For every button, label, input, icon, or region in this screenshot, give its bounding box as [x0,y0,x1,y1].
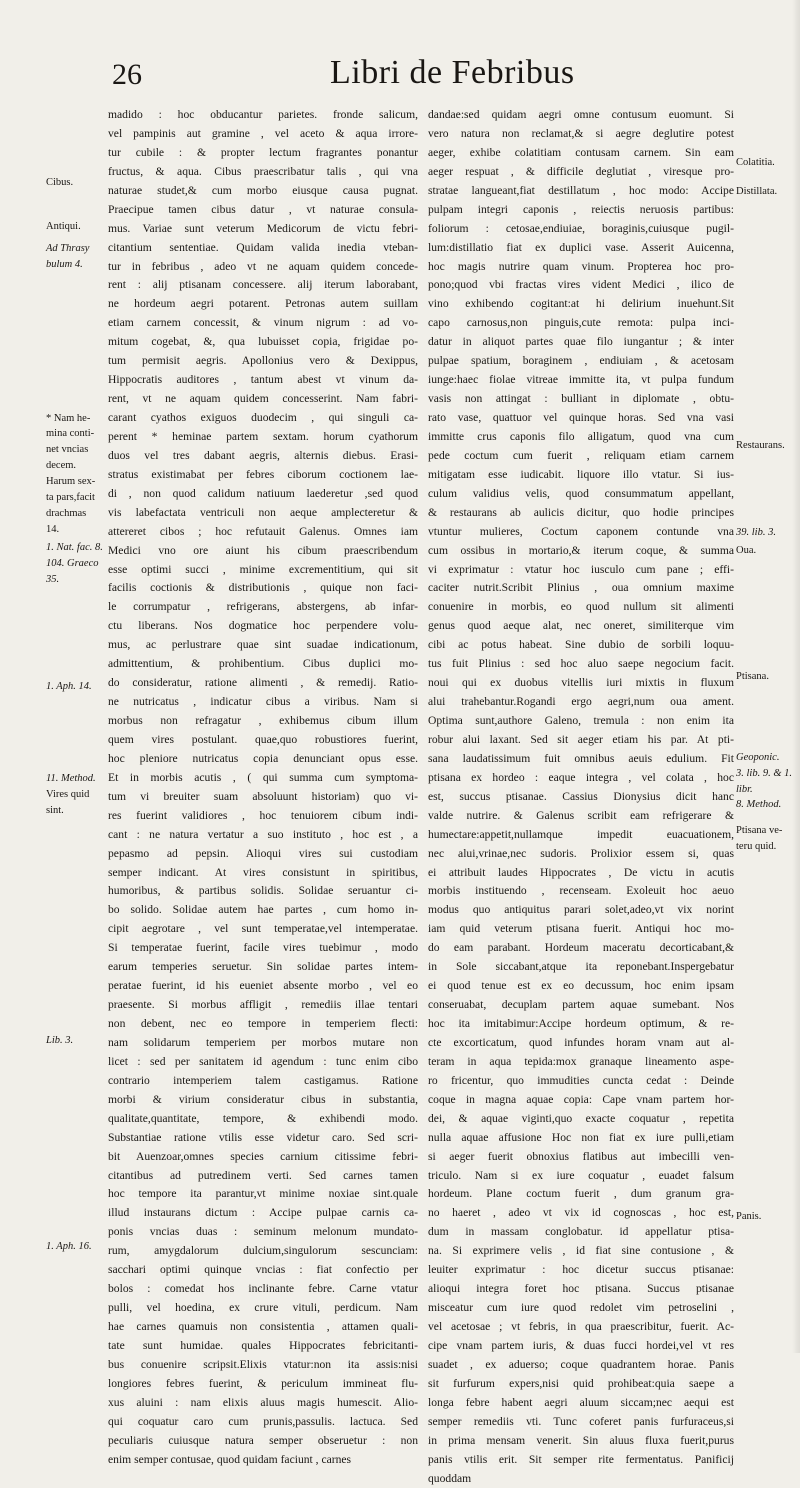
text-line: cum ossibus in mortario,& iterum coque, & summa [428,542,734,561]
text-line: ne nutricatus , indicatur cibus a viribus. Nam si [108,693,418,712]
text-line: rum, amygdalorum dulcium,singulorum sescunciam: [108,1242,418,1261]
text-line: morbi & virium consideratur cibus in substantia, [108,1091,418,1110]
text-line: capo carnosus,non pinguis,cute remota: pulpa inci- [428,314,734,333]
margin-note: Vires quid [46,788,104,802]
text-line: humectare:appetit,nullamque impedit euacuationem, [428,826,734,845]
right-text-column [428,106,734,1488]
text-line: ei quod tenue est ex eo decussum, hoc enim ipsam [428,977,734,996]
text-line: tus fuit Plinius : sed hoc aluo saepe negocium facit. [428,655,734,674]
margin-note: drachmas [46,507,104,521]
text-line: cibi ac potus habeat. Sine dubio de sorbili loquu- [428,636,734,655]
text-line: pono;quod vbi fractas vires vident Medici , ilico de [428,276,734,295]
text-line: qualitate,quantitate, tempore, & exhibendi modo. [108,1110,418,1129]
text-line: hoc ita imitabimur:Accipe hordeum optimum, & re- [428,1015,734,1034]
margin-note: Harum sex- [46,475,104,489]
margin-note: 3. lib. 9. & 1. [736,767,798,781]
text-line: lum:distillatio fiat ex duplici vase. Asserit Auicenna, [428,239,734,258]
margin-note: teru quid. [736,840,798,854]
margin-note: 104. Graeco [46,557,104,571]
text-line: dei, & aquae viginti,quo exacte coquatur , repetita [428,1110,734,1129]
text-line: conseruabat, decuplam partem aquae sumebant. Nos [428,996,734,1015]
text-line: earum temperies seruetur. Sin solidae partes intem- [108,958,418,977]
text-line: admittentium, & prohibentium. Cibus duplici mo- [108,655,418,674]
text-line: Et in morbis acutis , ( qui summa cum symptoma- [108,769,418,788]
text-line: vero natura non reclamat,& si aegre deglutire potest [428,125,734,144]
text-line: rent : alij ptisanam concessere. alij iterum laborabant, [108,276,418,295]
text-line: ponis vncias duas : seminum melonum mundato- [108,1223,418,1242]
text-line: rent, vt ne aquam quidem concesserint. Nam fabri- [108,390,418,409]
page-number: 26 [112,60,142,90]
text-line: pulpae spatium, boraginem , endiuiam , & acetosam [428,352,734,371]
text-line: dum in massam conglobatur. id appellatur ptisa- [428,1223,734,1242]
text-line: stratus existimabat per febres ciborum coctionem lae- [108,466,418,485]
text-line: citantibus ad putredinem verti. Sed carnes tamen [108,1167,418,1186]
margin-note: 1. Aph. 14. [46,680,104,694]
text-line: Medici vno ore aiunt his cibum praescribendum [108,542,418,561]
text-line: do consideratur, ratione alimenti , & remedij. Ratio- [108,674,418,693]
text-line: sana laudatissimum fuit omnibus aeuis edulium. Fit [428,750,734,769]
margin-note: Oua. [736,544,798,558]
text-line: mus, ac perlustrare quae sint suadae indicationum, [108,636,418,655]
text-line: modus quo antiquitus parari solet,adeo,vt vix norint [428,901,734,920]
text-line: tur in febribus , adeo vt ne aquam quidem concede- [108,258,418,277]
text-line: dandae:sed quidam aegri omne contusum euomunt. Si [428,106,734,125]
text-line: hae carnes quamuis non consistentia , attamen quali- [108,1318,418,1337]
text-line: peculiaris cuiusque natura semper obseruetur : non [108,1432,418,1451]
text-line: semper indicant. At vires consistunt in spiritibus, [108,864,418,883]
margin-note: 39. lib. 3. [736,526,798,540]
text-line: leuiter exprimatur : hoc dicetur succus ptisanae: [428,1261,734,1280]
text-line: attereret cibos ; hoc refutauit Galenus. Omnes iam [108,523,418,542]
margin-note: Distillata. [736,185,798,199]
text-line: valde nutrire. & Galenus scribit eam refrigerare & [428,807,734,826]
text-line: peratae fuerint, id his eueniet absente morbo , vel eo [108,977,418,996]
text-line: Substantiae ratione vtilis esse videtur caro. Sed scri- [108,1129,418,1148]
text-line: mitigatam esse iudicabit. liquore illo vtatur. Si ius- [428,466,734,485]
running-head: Libri de Febribus [330,56,575,90]
text-line: robur alui laxant. Sed sit aeger etiam his par. At pti- [428,731,734,750]
margin-note: bulum 4. [46,258,104,272]
margin-note: Geoponic. [736,751,798,765]
text-line: vis labefactata ventriculi non aeque amplecteretur & [108,504,418,523]
text-line: conuenire in morbis, eo quod nullum sit alimenti [428,598,734,617]
margin-note: 14. [46,523,104,537]
text-line: na. Si exprimere velis , id fiat sine contusione , & [428,1242,734,1261]
text-line: si aeger fuerit obnoxius flatibus aut imbecilli ven- [428,1148,734,1167]
text-line: noui qui ex duobus vitellis iuri mixtis in fluxum [428,674,734,693]
text-line: enim semper contusae, quod quidam faciunt , carnes [108,1451,418,1470]
margin-note: Ptisana ve- [736,824,798,838]
text-line: pulpam integri caponis , reiectis neruosis partibus: [428,201,734,220]
text-line: vi exprimatur : vtatur hoc iusculo cum pane ; effi- [428,561,734,580]
text-line: foliorum : cetosae,endiuiae, boraginis,cuiusque pugil- [428,220,734,239]
text-line: do eam parabant. Hordeum maceratu decorticabant,& [428,939,734,958]
margin-note: decem. [46,459,104,473]
text-line: tum vi breuiter suam absoluunt historiam) quo vi- [108,788,418,807]
text-line: licet : sed per sanitatem id agendum : tunc enim cibo [108,1053,418,1072]
margin-note: Cibus. [46,176,104,190]
text-line: bolos : comedat hos inclinante febre. Carne vtatur [108,1280,418,1299]
margin-note: Antiqui. [46,220,104,234]
text-line: facilis coctionis & distributionis , quique non faci- [108,579,418,598]
text-line: duos vel tres dabant aegris, alternis diebus. Erasi- [108,447,418,466]
text-line: genus quod aeque alat, nec oneret, similiterque vim [428,617,734,636]
text-line: vel pampinis aut gramine , vel aceto & aqua irrore- [108,125,418,144]
text-line: culum validius velis, quod consummatum appellant, [428,485,734,504]
margin-note: Panis. [736,1210,798,1224]
text-line: nec alui,vrinae,nec sudoris. Prolixior essem si, quas [428,845,734,864]
margin-note: mina conti- [46,427,104,441]
text-line: morbis instituendo , recenseam. Exoleuit hoc aeuo [428,882,734,901]
text-line: citantium sententiae. Quidam valida inedia vteban- [108,239,418,258]
text-line: mitum cogebat, &, qua lubuisset copia, frigidae po- [108,333,418,352]
left-text-column [108,106,418,1470]
text-line: fructus, & aqua. Cibus praescribatur talis , qui vna [108,163,418,182]
text-line: tur cubile : & propter lectum fragrantes ponantur [108,144,418,163]
text-line: sacchari optimi quinque vncias : fiat confectio per [108,1261,418,1280]
text-line: qui coquatur caro cum prunis,passulis. lactuca. Sed [108,1413,418,1432]
margin-note: 8. Method. [736,798,798,812]
text-line: est, succus ptisanae. Cassius Dionysius dicit hanc [428,788,734,807]
margin-note: libr. [736,783,798,797]
text-line: morbus non refragatur , exhibemus cibum illum [108,712,418,731]
margin-note: ta pars,facit [46,491,104,505]
margin-note: 35. [46,573,104,587]
text-line: tum permisit aegris. Apollonius vero & Dexippus, [108,352,418,371]
text-line: immitte crus caponis filo alligatum, quod vna cum [428,428,734,447]
text-line: nulla aquae affusione Hoc non fiat ex iure pulli,etiam [428,1129,734,1148]
page-edge-shadow [792,0,800,1353]
text-line: pede coctum cum fuerit , reliquam etiam carnem [428,447,734,466]
text-line: Si temperatae fuerint, facile vires tuebimur , modo [108,939,418,958]
text-line: res fuerint validiores , hoc tenuiorem cibum indi- [108,807,418,826]
text-line: longiores febres fuerint, & periculum immineat flu- [108,1375,418,1394]
margin-note: Ad Thrasy [46,242,104,256]
margin-note: net vncias [46,443,104,457]
margin-note: Restaurans. [736,439,798,453]
text-line: misceatur cum iure quod redolet vim petroselini , [428,1299,734,1318]
margin-note: Lib. 3. [46,1034,104,1048]
text-line: carant cyathos exiguos duodecim , qui singuli ca- [108,409,418,428]
text-line: coque in magna aquae copia: Cape vnam partem hor- [428,1091,734,1110]
text-line: praesente. Si morbus affligit , remediis illae tentari [108,996,418,1015]
text-line: pulli, vel hoedina, ex crure vituli, perdicum. Nam [108,1299,418,1318]
text-line: pepasmo ad pepsin. Alioqui vires sui custodiam [108,845,418,864]
text-line: alioqui integra foret hoc ptisana. Succus ptisanae [428,1280,734,1299]
text-line: aeger, exhibe colatitiam contusam carnem. Sin eam [428,144,734,163]
text-line: etiam carnem concessit, & vinum nigrum : ad vo- [108,314,418,333]
text-line: bo solido. Solidae autem hae partes , cum homo in- [108,901,418,920]
margin-note: sint. [46,804,104,818]
text-line: rato vase, quattuor vel quinque horas. Sed vna vasi [428,409,734,428]
text-line: perent * heminae partem sextam. horum cyathorum [108,428,418,447]
text-line: ctu liberans. Nos dogmatice hoc perpendere volu- [108,617,418,636]
text-line: cipit aegrotare , vel sunt temperatae,vel intemperatae. [108,920,418,939]
text-line: longa febre habent aegri aluum siccam;nec aequi est [428,1394,734,1413]
text-line: non debent, nec eo tempore in temperiem flecti: [108,1015,418,1034]
text-line: hoc magis nutrire quam vinum. Propterea hoc pro- [428,258,734,277]
text-line: semper remediis vti. Tunc coferet panis furfuraceus,si [428,1413,734,1432]
text-line: datur in aliquot partes quae filo iungantur ; & inter [428,333,734,352]
text-line: aeger respuat , & difficile deglutiat , viresque pro- [428,163,734,182]
text-line: cipe vnam partem iuris, & duas fucci hordei,vel vt res [428,1337,734,1356]
margin-note: 11. Method. [46,772,104,786]
text-line: vino exhibendo cogitant:at hi delirium inuehunt.Sit [428,295,734,314]
text-line: Optima sunt,authore Galeno, tremula : non enim ita [428,712,734,731]
margin-note: Colatitia. [736,156,798,170]
text-line: illud instaurans dictum : Accipe pulpae carnis ca- [108,1204,418,1223]
text-line: Hippocratis auditores , tantum abest vt vinum da- [108,371,418,390]
text-line: teram in aqua tepida:mox granaque lineamento aspe- [428,1053,734,1072]
text-line: sit furfurum expers,nisi quid prohibeat:quia saepe a [428,1375,734,1394]
text-line: vtuntur mulieres, Coctum caponem contunde vna [428,523,734,542]
text-line: nam solidarum temperiem per morbos mutare non [108,1034,418,1053]
text-line: bit Auenzoar,omnes species carnium citissime febri- [108,1148,418,1167]
margin-note: Ptisana. [736,670,798,684]
text-line: le corrumpatur , refrigerans, abstergens, ab infar- [108,598,418,617]
text-line: di , non quod calidum natiuum laederetur ,sed quod [108,485,418,504]
text-line: cant : ne natura vertatur a suo instituto , hoc est , a [108,826,418,845]
text-line: ei attribuit laudes Hippocrates , De victu in acutis [428,864,734,883]
text-line: in Sole siccabant,atque ita reponebant.Inspergebatur [428,958,734,977]
text-line: quem vires postulant. quae,quo robustiores fuerint, [108,731,418,750]
margin-note: 1. Aph. 16. [46,1240,104,1254]
text-line: bus conuenire scripsit.Elixis vtatur:non ita assis:nisi [108,1356,418,1375]
text-line: madido : hoc obducantur parietes. fronde salicum, [108,106,418,125]
text-line: hordeum. Plane coctum fuerit , dum granum gra- [428,1185,734,1204]
text-line: quoddam [428,1470,734,1488]
text-line: ptisana ex hordeo : eaque integra , vel colata , hoc [428,769,734,788]
text-line: iam quid veterum ptisana fuerit. Antiqui hoc mo- [428,920,734,939]
text-line: iunge:haec fiolae vitreae immitte ita, vt pulpa fundum [428,371,734,390]
text-line: naturae studet,& cum morbo eiusque causa pugnat. [108,182,418,201]
text-line: cte excorticatum, quod infundes horam vnam aut al- [428,1034,734,1053]
margin-note: 1. Nat. fac. 8. [46,541,104,555]
text-line: hoc pleniore nutricatus copia denunciant opus esse. [108,750,418,769]
text-line: no haeret , adeo vt vix id cognoscas , hoc est, [428,1204,734,1223]
text-line: contrario intemperiem talem castigamus. Ratione [108,1072,418,1091]
text-line: alui trahebantur.Rogandi ergo aegri,num oua ament. [428,693,734,712]
margin-note: * Nam he- [46,412,104,426]
text-line: ne hordeum aegri potarent. Petronas autem suillam [108,295,418,314]
text-line: & restaurans ab aulicis dicitur, quo hodie principes [428,504,734,523]
text-line: xus aluini : nam elixis aluus magis humescit. Alio- [108,1394,418,1413]
text-line: vel acetosae ; vt febris, in qua praescribitur, fuerit. Ac- [428,1318,734,1337]
text-line: stratae langueant,fiat destillatum , hoc modo: Accipe [428,182,734,201]
text-line: in prima mensam venerit. Sin aluus fluxa fuerit,purus [428,1432,734,1451]
text-line: ro fricentur, quo immudities cuncta cedat : Deinde [428,1072,734,1091]
text-line: esse optimi succi , minime excrementitium, qui sit [108,561,418,580]
text-line: panis vtilis erit. Sit semper rite fermentatus. Panificij [428,1451,734,1470]
text-line: hoc tempore ita parantur,vt minime noxiae sint.quale [108,1185,418,1204]
text-line: triculo. Nam si ex iure coquatur , euadet falsum [428,1167,734,1186]
text-line: mus. Variae sunt veterum Medicorum de victu febri- [108,220,418,239]
text-line: humoribus, & partibus solidis. Solidae seruantur ci- [108,882,418,901]
text-line: Praecipue tamen cibus datur , vt naturae consula- [108,201,418,220]
text-line: caciter nutrit.Scribit Plinius , oua omnium maxime [428,579,734,598]
text-line: suadet , ex aduerso; coque quadrantem horae. Panis [428,1356,734,1375]
text-line: tate sunt humidae. quales Hippocrates febricitanti- [108,1337,418,1356]
text-line: vasis non attingat : bulliant in diplomate , obtu- [428,390,734,409]
